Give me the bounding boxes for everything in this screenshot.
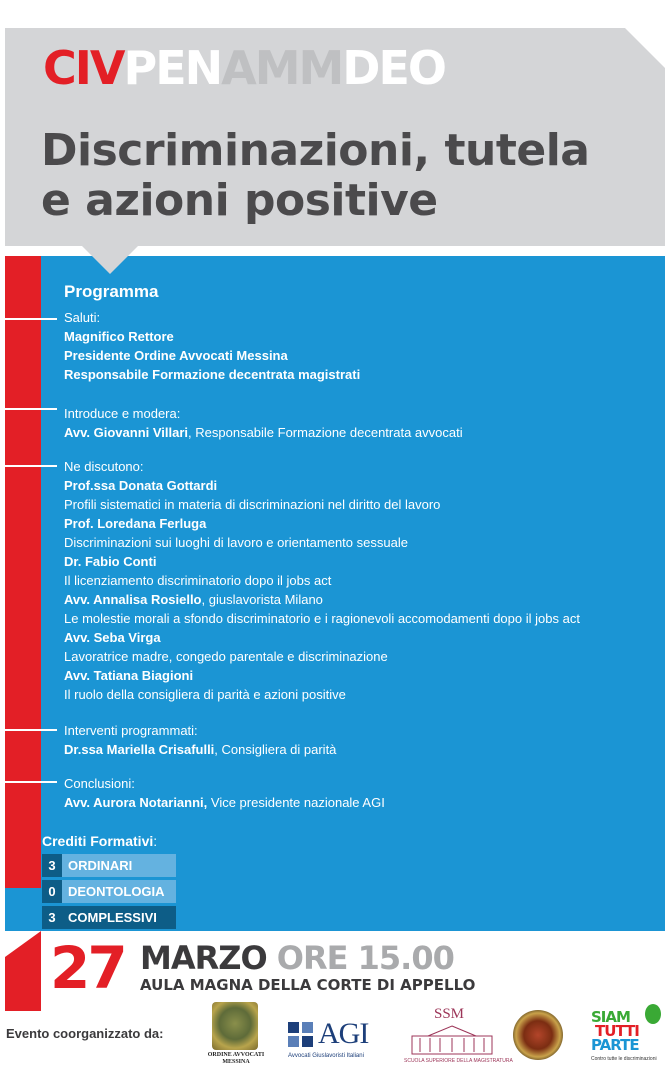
brand-pen: PEN bbox=[123, 41, 222, 95]
balloon-icon bbox=[645, 1004, 661, 1024]
section-interventi bbox=[64, 721, 664, 759]
credit-label: DEONTOLOGIA bbox=[62, 880, 176, 903]
section-discutono bbox=[64, 457, 664, 704]
speaker-name: Prof.ssa Donata Gottardi bbox=[64, 478, 218, 493]
agi-name: AGI bbox=[318, 1017, 369, 1050]
ssm-name: SSM bbox=[434, 1006, 465, 1022]
section-conclusioni bbox=[64, 774, 664, 812]
credits-title bbox=[42, 832, 176, 850]
event-datetime bbox=[140, 940, 454, 976]
seal-logo-icon bbox=[513, 1010, 563, 1060]
header-pointer-triangle bbox=[82, 246, 138, 274]
speaker-name: Avv. Aurora Notarianni, bbox=[64, 795, 208, 810]
ssm-logo bbox=[404, 1006, 513, 1066]
coorganizers-label: Evento coorganizzato da: bbox=[6, 1026, 164, 1041]
speaker-topic: Il ruolo della consigliera di parità e azioni positive bbox=[64, 687, 346, 702]
siam-subtitle: Contro tutte le discriminazioni bbox=[591, 1056, 657, 1062]
divider-tick bbox=[5, 781, 57, 783]
siam-line-3: PARTE bbox=[591, 1036, 639, 1054]
title-line-2: e azioni positive bbox=[41, 175, 438, 226]
siam-line-2: TUTTI bbox=[595, 1022, 639, 1040]
speaker-topic: Le molestie morali a sfondo discriminatorio e i ragionevoli accomodamenti dopo il jobs act bbox=[64, 611, 580, 626]
speaker-name: Prof. Loredana Ferluga bbox=[64, 516, 207, 531]
brand-title bbox=[43, 41, 445, 95]
section-label: Conclusioni: bbox=[64, 776, 135, 791]
speaker-name: Avv. Tatiana Biagioni bbox=[64, 668, 194, 683]
speaker-topic: Lavoratrice madre, congedo parentale e discriminazione bbox=[64, 649, 388, 664]
speaker-name: Avv. Seba Virga bbox=[64, 630, 161, 645]
brand-deo: DEO bbox=[342, 41, 445, 95]
section-label: Introduce e modera: bbox=[64, 406, 181, 421]
agi-logo bbox=[288, 1017, 396, 1060]
speaker-role: , giuslavorista Milano bbox=[201, 592, 323, 607]
credit-label: ORDINARI bbox=[62, 854, 176, 877]
siam-line-1: SIAM bbox=[591, 1008, 630, 1026]
event-day: 27 bbox=[50, 934, 125, 1002]
ordine-avvocati-logo bbox=[200, 1002, 272, 1068]
credit-row-deontologia bbox=[42, 880, 176, 903]
credit-value: 3 bbox=[42, 854, 62, 877]
ordine-name: ORDINE AVVOCATI bbox=[207, 1052, 265, 1058]
credit-label: COMPLESSIVI bbox=[62, 906, 176, 929]
section-label: Saluti: bbox=[64, 310, 101, 325]
ssm-building-icon bbox=[406, 1024, 498, 1056]
speaker-name: Dr.ssa Mariella Crisafulli bbox=[64, 742, 215, 757]
siam-tutti-parte-logo bbox=[583, 1004, 669, 1068]
section-label: Ne discutono: bbox=[64, 459, 144, 474]
credits-box bbox=[42, 832, 176, 932]
event-time: ORE 15.00 bbox=[276, 939, 454, 977]
section-saluti bbox=[64, 308, 664, 384]
credit-row-complessivi bbox=[42, 906, 176, 929]
ssm-subtitle: SCUOLA SUPERIORE DELLA MAGISTRATURA bbox=[404, 1058, 513, 1064]
ordine-logo-text bbox=[200, 1052, 272, 1066]
section-introduce bbox=[64, 404, 664, 442]
section-label: Interventi programmati: bbox=[64, 723, 198, 738]
header-folded-corner bbox=[625, 28, 665, 68]
ordine-city: MESSINA bbox=[222, 1059, 250, 1065]
speaker-name: Avv. Annalisa Rosiello bbox=[64, 592, 202, 607]
guest-line: Responsabile Formazione decentrata magistrati bbox=[64, 367, 361, 382]
credit-value: 3 bbox=[42, 906, 62, 929]
red-side-bar bbox=[5, 256, 41, 888]
ordine-emblem-icon bbox=[212, 1002, 258, 1050]
divider-tick bbox=[5, 465, 57, 467]
speaker-topic: Il licenziamento discriminatorio dopo il jobs act bbox=[64, 573, 332, 588]
credit-row-ordinari bbox=[42, 854, 176, 877]
divider-tick bbox=[5, 318, 57, 320]
guest-line: Magnifico Rettore bbox=[64, 329, 174, 344]
credits-title-text: Crediti Formativi bbox=[42, 833, 154, 849]
divider-tick bbox=[5, 729, 57, 731]
agi-subtitle: Avvocati Giuslavoristi Italiani bbox=[288, 1053, 364, 1059]
speaker-name: Avv. Giovanni Villari bbox=[64, 425, 189, 440]
program-heading: Programma bbox=[64, 282, 159, 301]
date-red-accent-cut bbox=[5, 931, 41, 957]
header-banner bbox=[5, 28, 665, 246]
speaker-topic: Profili sistematici in materia di discriminazioni nel diritto del lavoro bbox=[64, 497, 441, 512]
agi-mark-icon bbox=[288, 1022, 314, 1048]
brand-amm: AMM bbox=[221, 41, 343, 95]
event-month: MARZO bbox=[140, 939, 267, 977]
speaker-role: Vice presidente nazionale AGI bbox=[207, 795, 385, 810]
brand-civ: CIV bbox=[43, 41, 124, 95]
credits-title-colon: : bbox=[153, 833, 158, 849]
speaker-role: , Responsabile Formazione decentrata avvocati bbox=[188, 425, 463, 440]
title-line-1: Discriminazioni, tutela bbox=[41, 125, 590, 176]
speaker-topic: Discriminazioni sui luoghi di lavoro e orientamento sessuale bbox=[64, 535, 408, 550]
program bbox=[64, 281, 664, 810]
guest-line: Presidente Ordine Avvocati Messina bbox=[64, 348, 288, 363]
speaker-role: , Consigliera di parità bbox=[214, 742, 337, 757]
divider-tick bbox=[5, 408, 57, 410]
event-location: AULA MAGNA DELLA CORTE DI APPELLO bbox=[140, 976, 476, 994]
speaker-name: Dr. Fabio Conti bbox=[64, 554, 157, 569]
page-title bbox=[41, 126, 651, 226]
credit-value: 0 bbox=[42, 880, 62, 903]
